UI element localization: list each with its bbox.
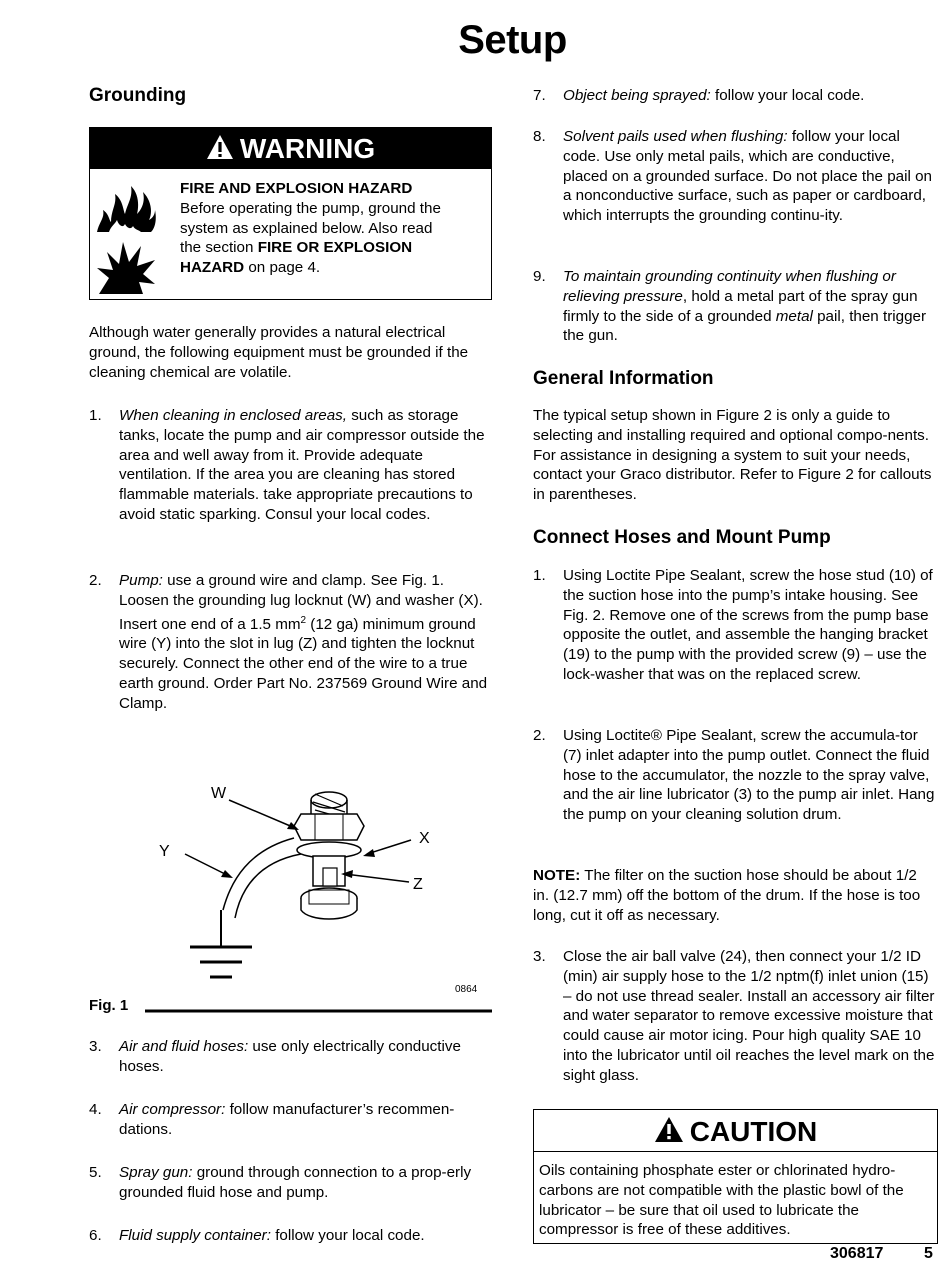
hazard-title: FIRE AND EXPLOSION HAZARD: [180, 180, 413, 197]
list-item: [533, 726, 938, 846]
note: [533, 866, 933, 925]
item-text: [563, 127, 938, 226]
warning-box: [89, 127, 492, 300]
item-number: 2.: [89, 572, 102, 589]
item-lead: Air and fluid hoses:: [119, 1038, 249, 1055]
general-info-heading: General Information: [533, 368, 714, 389]
item-number: 3.: [89, 1038, 102, 1055]
fire-icon: [95, 180, 157, 239]
warning-line: Before operating the pump, ground the: [180, 199, 441, 217]
list-item: [89, 406, 494, 526]
callout-w: W: [211, 785, 227, 802]
item-emphasis: metal: [775, 307, 813, 325]
list-item: [533, 127, 938, 247]
item-body: use only electrically conductive hoses.: [119, 1038, 461, 1075]
list-item: [533, 267, 938, 347]
list-item: [533, 566, 938, 706]
figure-code: 0864: [455, 984, 478, 995]
callout-x: X: [419, 830, 430, 847]
item-text: [563, 267, 938, 346]
item-lead: Solvent pails used when flushing:: [563, 128, 788, 145]
list-item: [89, 571, 494, 711]
item-body: follow your local code.: [270, 1227, 425, 1244]
grounding-intro: Although water generally provides a natural electrical ground, the following equipment must be grounded if the cleaning chemical are volatile.: [89, 324, 469, 381]
grounding-diagram: [89, 770, 494, 1015]
item-lead: To maintain grounding continuity when flushing or relieving pressure: [563, 268, 896, 305]
list-item: [533, 86, 938, 106]
item-lead: When cleaning in enclosed areas,: [119, 407, 347, 424]
item-number: 3.: [533, 948, 546, 965]
figure-1: [89, 770, 494, 1015]
item-number: 8.: [533, 128, 546, 145]
explosion-icon: [95, 238, 157, 301]
warning-text: [180, 179, 481, 278]
item-text: [119, 1226, 494, 1246]
item-text: [119, 406, 494, 525]
item-number: 7.: [533, 87, 546, 104]
item-number: 4.: [89, 1101, 102, 1118]
warning-line: on page 4.: [244, 259, 321, 277]
list-item: [533, 947, 938, 1087]
item-body: (12 ga) minimum ground wire (Y) into the slot in lug (Z) and tighten the locknut securely. Connect the other end of the wire to a true earth ground. Order Part No. 237569 Ground Wire and Clamp.: [119, 615, 488, 712]
item-body: ground through connection to a prop-erly grounded fluid hose and pump.: [119, 1164, 472, 1201]
item-body: use a ground wire and clamp. See Fig. 1. Loosen the grounding lug locknut (W) and washer (X). Insert one end of a 1.5 mm: [119, 572, 483, 633]
caution-triangle-icon: [654, 1112, 684, 1155]
list-item: [89, 1163, 494, 1203]
item-body: follow your local code.: [710, 87, 865, 104]
item-lead: Air compressor:: [119, 1101, 226, 1118]
caution-banner: [534, 1110, 937, 1152]
connect-heading: Connect Hoses and Mount Pump: [533, 527, 831, 548]
item-lead: Fluid supply container:: [119, 1227, 271, 1244]
item-number: 9.: [533, 268, 546, 285]
warning-section-ref: HAZARD: [180, 259, 245, 277]
item-text: [119, 1037, 494, 1077]
superscript: 2: [300, 614, 307, 626]
caution-box: [533, 1109, 938, 1244]
page-title: Setup: [458, 18, 567, 62]
item-number: 1.: [533, 567, 546, 584]
warning-line: the section: [180, 239, 258, 257]
item-text: [119, 571, 494, 714]
item-body: , hold a metal part of the spray gun firmly to the side of a grounded: [563, 287, 918, 325]
item-body: follow your local code. Use only metal pails, which are conductive, placed on a grounded surface. Do not place the pail on a nonconductive surface, such as paper or cardboard, which interrupts the grounding continu-ity.: [563, 128, 932, 225]
list-item: [89, 1226, 494, 1246]
figure-label: Fig. 1: [89, 997, 129, 1014]
list-item: [89, 1100, 494, 1140]
item-text: Using Loctite® Pipe Sealant, screw the accumula-tor (7) inlet adapter into the pump outlet. Connect the fluid hose to the accumulator, the nozzle to the spray valve, and the air line lubricator (3) to the pump air inlet. Hang the pump on your cleaning solution drum.: [563, 727, 935, 824]
item-text: [563, 86, 938, 106]
grounding-heading: Grounding: [89, 85, 187, 106]
item-lead: Spray gun:: [119, 1164, 193, 1181]
item-number: 2.: [533, 727, 546, 744]
item-number: 1.: [89, 407, 102, 424]
note-text: The filter on the suction hose should be about 1/2 in. (12.7 mm) off the bottom of the drum. If the hose is too long, cut it off as necessary.: [533, 867, 921, 924]
list-item: [89, 1037, 494, 1077]
callout-z: Z: [413, 876, 423, 893]
item-text: [119, 1163, 494, 1203]
item-number: 5.: [89, 1164, 102, 1181]
item-lead: Object being sprayed:: [563, 87, 711, 104]
item-text: Using Loctite Pipe Sealant, screw the hose stud (10) of the suction hose into the pump’s intake housing. See Fig. 2. Remove one of the screws from the pump base opposite the outlet, and assemble the hanging bracket (19) to the pump with the provided screw (9) – use the lock-washer that was on the replaced screw.: [563, 567, 933, 683]
item-lead: Pump:: [119, 572, 163, 589]
page-number: 5: [924, 1245, 933, 1262]
caution-label: CAUTION: [689, 1116, 818, 1147]
callout-y: Y: [159, 843, 170, 860]
warning-section-ref: FIRE OR EXPLOSION: [257, 239, 413, 257]
item-body: follow manufacturer’s recommen-dations.: [119, 1101, 455, 1138]
item-body: such as storage tanks, locate the pump and air compressor outside the area and well away from it. Provide adequate ventilation. If the area you are cleaning has stored flammable materials. take appropriate precautions to avoid static sparking. Consul your local codes.: [119, 407, 485, 523]
warning-line: system as explained below. Also read: [180, 219, 433, 237]
note-label: NOTE:: [533, 867, 581, 884]
item-body: pail, then trigger the gun.: [563, 307, 927, 345]
item-number: 6.: [89, 1227, 102, 1244]
item-text: [119, 1100, 494, 1140]
item-text: Close the air ball valve (24), then connect your 1/2 ID (min) air supply hose to the 1/2 nptm(f) inlet union (15) – do not use thread sealer. Install an accessory air filter and water separator to remove excessive moisture that could cause air motor icing. Pour high quality SAE 10 into the lubricator until oil reaches the level mark on the sight glass.: [563, 948, 935, 1084]
warning-triangle-icon: [206, 130, 234, 171]
general-info-text: The typical setup shown in Figure 2 is only a guide to selecting and installing required and optional compo-nents. For assistance in designing a system to suit your needs, contact your Graco distributor. Refer to Figure 2 for callouts in parentheses.: [533, 407, 932, 504]
doc-number: 306817: [830, 1245, 884, 1262]
warning-banner: [90, 128, 491, 169]
warning-label: WARNING: [239, 133, 376, 164]
caution-text: Oils containing phosphate ester or chlorinated hydro-carbons are not compatible with the plastic bowl of the lubricator – be sure that oil used to lubricate the compressor is free of these additives.: [539, 1162, 904, 1239]
